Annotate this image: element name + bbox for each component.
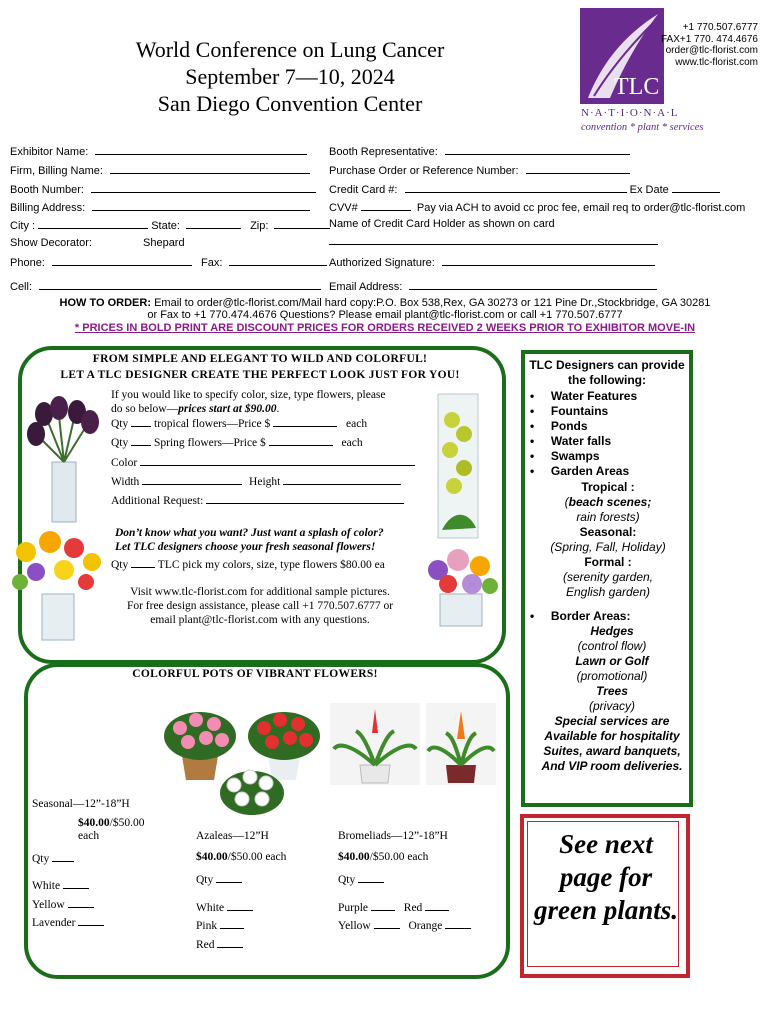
orange-bromeliad-image	[426, 703, 496, 785]
azaleas-qty-field[interactable]	[216, 872, 242, 883]
seasonal-desc: (Spring, Fall, Holiday)	[550, 540, 666, 554]
billing-address-label: Billing Address:	[10, 202, 86, 214]
firm-billing-label: Firm, Billing Name:	[10, 165, 103, 177]
additional-label: Additional Request:	[111, 495, 204, 507]
height-label: Height	[249, 476, 281, 488]
email-label: Email Address:	[329, 281, 403, 293]
azaleas-white-field[interactable]	[227, 900, 253, 911]
next-page-line-3: green plants.	[533, 895, 679, 925]
color-field[interactable]	[140, 455, 415, 466]
seasonal-qty-row	[32, 851, 74, 866]
bromeliads-price-rest: /$50.00 each	[369, 851, 429, 863]
services-heading: TLC Designers can provide the following:	[529, 358, 685, 387]
red-bromeliad-image	[330, 703, 420, 785]
cell-label: Cell:	[10, 281, 33, 293]
white-azalea-image	[216, 763, 288, 819]
tropical-qty-label: Qty	[111, 418, 129, 430]
credit-card-label: Credit Card #:	[329, 184, 398, 196]
state-label: State:	[151, 220, 180, 232]
how-to-order-line-2: or Fax to +1 770.474.4676 Questions? Please email plant@tlc-florist.com or call +1 770.507.6777	[147, 309, 623, 321]
size-row	[111, 474, 401, 489]
credit-card-row	[329, 182, 720, 197]
width-label: Width	[111, 476, 140, 488]
azaleas-red-label: Red	[196, 939, 215, 951]
cvv-label: CVV#	[329, 202, 358, 214]
city-label: City :	[10, 220, 36, 232]
bromeliads-orange-field[interactable]	[445, 918, 471, 929]
garden-details	[530, 480, 686, 600]
event-title-line-3: San Diego Convention Center	[157, 91, 423, 116]
event-title	[60, 36, 520, 117]
spring-price-field[interactable]	[269, 435, 333, 446]
height-field[interactable]	[283, 474, 401, 485]
zip-label: Zip:	[250, 220, 269, 232]
fax-number: FAX+1 770. 474.4676	[660, 33, 758, 45]
fax-field[interactable]	[229, 255, 327, 266]
designer-intro-2-end: .	[276, 403, 280, 415]
state-field[interactable]	[186, 218, 241, 229]
designer-intro-2	[111, 402, 279, 416]
tlc-logo	[580, 8, 664, 104]
cell-field[interactable]	[39, 279, 321, 290]
services-item: • Fountains	[530, 404, 609, 418]
bromeliads-yellow-label: Yellow	[338, 920, 371, 932]
designer-price-start: prices start at $90.00	[178, 403, 277, 415]
tropical-each: each	[346, 418, 368, 430]
seasonal-white-field[interactable]	[63, 878, 89, 889]
seasonal-price	[78, 816, 144, 830]
event-title-line-2: September 7—10, 2024	[185, 64, 395, 89]
bromeliads-qty-field[interactable]	[358, 872, 384, 883]
services-item: • Water falls	[530, 434, 612, 448]
additional-field[interactable]	[206, 493, 404, 504]
services-item-label: Water falls	[550, 434, 612, 448]
city-state-zip-row	[10, 218, 330, 233]
hedges-desc: (control flow)	[577, 639, 647, 653]
email-row	[329, 279, 657, 294]
tropical-price-field[interactable]	[273, 416, 337, 427]
pots-headline: COLORFUL POTS OF VIBRANT FLOWERS!	[132, 668, 378, 680]
purchase-order-label: Purchase Order or Reference Number:	[329, 165, 519, 177]
phone-number: +1 770.507.6777	[682, 22, 758, 33]
tlc-pick-label: TLC pick my colors, size, type flowers $80.00 ea	[157, 559, 385, 571]
cvv-note: Pay via ACH to avoid cc proc fee, email req to order@tlc-florist.com	[416, 202, 746, 214]
cardholder-label: Name of Credit Card Holder as shown on card	[329, 218, 555, 230]
phone-label: Phone:	[10, 257, 45, 269]
seasonal-price-rest: /$50.00	[109, 817, 145, 829]
tropical-desc-2: rain forests)	[576, 510, 640, 524]
tropical-desc-open: (	[564, 495, 569, 509]
spring-qty-label: Qty	[111, 437, 129, 449]
tropical-desc-1	[530, 495, 686, 510]
booth-number-row	[10, 182, 316, 197]
billing-address-field[interactable]	[92, 200, 310, 211]
fax-label: Fax:	[201, 257, 223, 269]
services-item-label: Swamps	[550, 449, 600, 463]
firm-billing-row	[10, 163, 310, 178]
seasonal-price-bold: $40.00	[78, 817, 110, 829]
seasonal-each: each	[78, 830, 100, 842]
next-page-line-1: See next	[559, 829, 653, 859]
tlc-pick-qty-field[interactable]	[131, 557, 155, 568]
services-item: • Water Features	[530, 389, 638, 403]
tlc-pick-row	[111, 557, 385, 572]
logo-tagline: convention * plant * services	[581, 122, 704, 133]
services-item-label: Water Features	[550, 389, 638, 403]
services-item: • Ponds	[530, 419, 588, 433]
event-title-line-1: World Conference on Lung Cancer	[135, 37, 445, 62]
seasonal-white-label: White	[32, 880, 61, 892]
booth-number-field[interactable]	[91, 182, 316, 193]
designer-intro-1: If you would like to specify color, size, type flowers, please	[111, 389, 386, 401]
how-to-order-label: HOW TO ORDER:	[59, 297, 152, 309]
purchase-order-row	[329, 163, 630, 178]
contact-block	[661, 22, 758, 68]
bromeliads-qty-label: Qty	[338, 874, 356, 886]
formal-heading: Formal :	[584, 555, 632, 569]
services-item: • Garden Areas	[530, 464, 630, 478]
flower-cube-image	[420, 544, 502, 628]
visit-line-2: For free design assistance, please call +1 770.507.6777 or	[126, 600, 394, 612]
spring-qty-field[interactable]	[131, 435, 151, 446]
booth-number-label: Booth Number:	[10, 184, 84, 196]
mixed-flowers-vase-image	[6, 522, 110, 642]
seasonal-qty-label: Qty	[32, 853, 50, 865]
lawn-desc: (promotional)	[576, 669, 648, 683]
azaleas-pink-field[interactable]	[220, 918, 244, 929]
show-decorator-label: Show Decorator:	[10, 237, 92, 249]
calla-lily-vase-image	[24, 392, 104, 524]
special-line-3: Suites, award banquets,	[543, 744, 681, 758]
city-field[interactable]	[38, 218, 148, 229]
seasonal-yellow-row	[32, 897, 94, 912]
lawn-heading: Lawn or Golf	[575, 654, 649, 668]
spring-row	[111, 435, 363, 450]
bromeliads-red-label: Red	[403, 902, 423, 914]
tropical-price-label: tropical flowers—Price $	[154, 418, 271, 430]
signature-label: Authorized Signature:	[329, 257, 435, 269]
ex-date-field[interactable]	[672, 182, 720, 193]
tropical-qty-field[interactable]	[131, 416, 151, 427]
width-field[interactable]	[142, 474, 242, 485]
seasonal-yellow-label: Yellow	[32, 899, 65, 911]
tlc-pick-qty-label: Qty	[111, 559, 129, 571]
visit-line-3: email plant@tlc-florist.com with any questions.	[150, 614, 370, 626]
bromeliads-purple-red-row	[338, 900, 449, 915]
azaleas-pink-label: Pink	[196, 920, 218, 932]
services-item-label: Fountains	[550, 404, 609, 418]
services-list	[530, 389, 680, 479]
discount-notice: * PRICES IN BOLD PRINT ARE DISCOUNT PRICES FOR ORDERS RECEIVED 2 WEEKS PRIOR TO EXHIBITOR MOVE-IN	[74, 322, 696, 334]
seasonal-lavender-label: Lavender	[32, 917, 76, 929]
formal-desc-1: (serenity garden,	[562, 570, 654, 584]
booth-rep-label: Booth Representative:	[329, 146, 438, 158]
exhibitor-name-label: Exhibitor Name:	[10, 146, 89, 158]
next-page-line-2: page for	[559, 862, 653, 892]
dont-know-line-1: Don’t know what you want? Just want a splash of color?	[115, 527, 384, 539]
azaleas-price	[196, 850, 286, 864]
exhibitor-name-field[interactable]	[95, 144, 307, 155]
phone-fax-row	[10, 255, 327, 270]
email-field[interactable]	[409, 279, 657, 290]
exhibitor-name-row	[10, 144, 307, 159]
firm-billing-field[interactable]	[110, 163, 310, 174]
logo-national: N·A·T·I·O·N·A·L	[581, 107, 679, 119]
bromeliads-purple-label: Purple	[338, 902, 369, 914]
seasonal-heading: Seasonal:	[579, 525, 637, 539]
how-to-order-line-1: Email to order@tlc-florist.com/Mail hard copy:P.O. Box 538,Rex, GA 30273 or 121 Pine Dr.,Stockbridge, GA 30281	[154, 297, 711, 309]
designer-headline-1: FROM SIMPLE AND ELEGANT TO WILD AND COLORFUL!	[92, 353, 428, 365]
azaleas-price-rest: /$50.00 each	[227, 851, 287, 863]
dont-know-line-2: Let TLC designers choose your fresh seasonal flowers!	[115, 541, 376, 553]
order-email[interactable]: order@tlc-florist.com	[665, 45, 758, 56]
special-line-1: Special services are	[554, 714, 670, 728]
bromeliads-qty-row	[338, 872, 384, 887]
azaleas-white-label: White	[196, 902, 225, 914]
seasonal-qty-field[interactable]	[52, 851, 74, 862]
bromeliads-price-bold: $40.00	[338, 851, 370, 863]
booth-rep-field[interactable]	[445, 144, 630, 155]
billing-address-row	[10, 200, 310, 215]
formal-desc-2: English garden)	[565, 585, 651, 599]
tropical-row	[111, 416, 367, 431]
border-areas-label: Border Areas:	[550, 609, 631, 623]
hedges-heading: Hedges	[590, 624, 634, 638]
designer-headline-2: LET A TLC DESIGNER CREATE THE PERFECT LOOK JUST FOR YOU!	[60, 369, 460, 381]
trees-heading: Trees	[596, 684, 628, 698]
credit-card-field[interactable]	[405, 182, 627, 193]
cvv-field[interactable]	[361, 200, 411, 211]
signature-field[interactable]	[442, 255, 655, 266]
how-to-order	[10, 297, 760, 321]
border-areas-item: • Border Areas:	[530, 609, 631, 623]
color-label: Color	[111, 457, 138, 469]
seasonal-label: Seasonal—12”-18”H	[32, 798, 130, 810]
azaleas-price-bold: $40.00	[196, 851, 228, 863]
border-details	[530, 624, 694, 774]
show-decorator-value: Shepard	[143, 237, 185, 249]
azaleas-qty-label: Qty	[196, 874, 214, 886]
color-row	[111, 455, 415, 470]
seasonal-lavender-row	[32, 915, 104, 930]
tropical-desc-bold: beach scenes;	[568, 495, 652, 509]
spring-each: each	[341, 437, 363, 449]
tropical-heading: Tropical :	[581, 480, 635, 494]
azaleas-pink-row	[196, 918, 244, 933]
services-item: • Swamps	[530, 449, 600, 463]
seasonal-yellow-field[interactable]	[68, 897, 94, 908]
bromeliads-price	[338, 850, 428, 864]
booth-rep-row	[329, 144, 630, 159]
special-line-2: Available for hospitality	[544, 729, 680, 743]
visit-line-1: Visit www.tlc-florist.com for additional sample pictures.	[130, 586, 390, 598]
trees-desc: (privacy)	[588, 699, 635, 713]
special-line-4: And VIP room deliveries.	[541, 759, 683, 773]
orchid-cylinder-image	[432, 390, 484, 540]
spring-price-label: Spring flowers—Price $	[154, 437, 266, 449]
ex-date-label: Ex Date	[629, 184, 669, 196]
phone-field[interactable]	[52, 255, 192, 266]
services-item-label: Ponds	[550, 419, 588, 433]
cell-row	[10, 279, 321, 294]
logo-text: TLC	[614, 74, 660, 100]
bromeliads-yellow-field[interactable]	[374, 918, 400, 929]
azaleas-white-row	[196, 900, 253, 915]
purchase-order-field[interactable]	[526, 163, 630, 174]
cvv-row	[329, 200, 745, 215]
website-link[interactable]: www.tlc-florist.com	[675, 56, 758, 68]
seasonal-white-row	[32, 878, 89, 893]
azaleas-label: Azaleas—12”H	[196, 830, 269, 842]
azaleas-qty-row	[196, 872, 242, 887]
bromeliads-label: Bromeliads—12”-18”H	[338, 830, 448, 842]
bromeliads-red-field[interactable]	[425, 900, 449, 911]
bromeliads-purple-field[interactable]	[371, 900, 395, 911]
bromeliads-orange-label: Orange	[408, 920, 443, 932]
seasonal-lavender-field[interactable]	[78, 915, 104, 926]
bromeliads-yellow-orange-row	[338, 918, 471, 933]
azaleas-red-field[interactable]	[217, 937, 243, 948]
azaleas-red-row	[196, 937, 243, 952]
next-page-note	[524, 828, 688, 927]
signature-row	[329, 255, 655, 270]
zip-field[interactable]	[274, 218, 330, 229]
services-item-label: Garden Areas	[550, 464, 630, 478]
cardholder-field[interactable]	[329, 244, 658, 245]
designer-intro-2-text: do so below—	[111, 403, 179, 415]
additional-row	[111, 493, 404, 508]
